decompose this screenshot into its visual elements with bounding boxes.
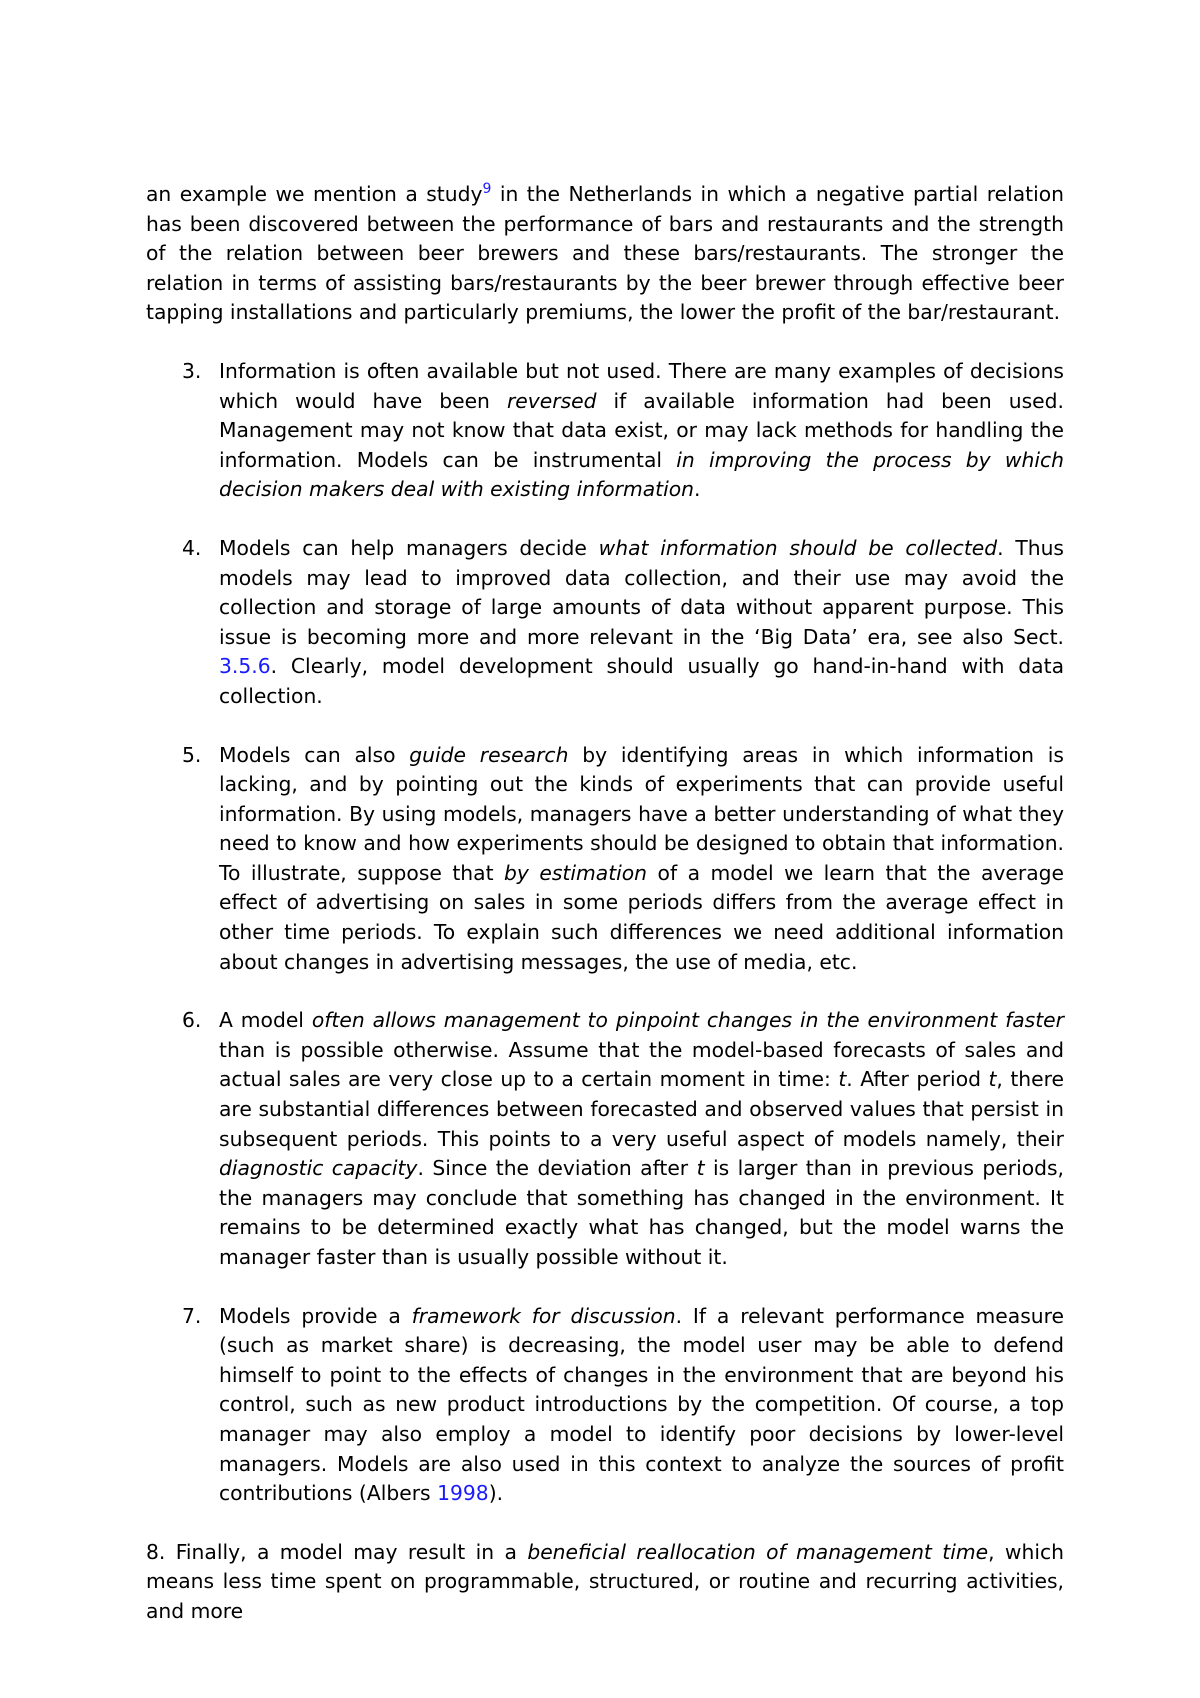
citation-link[interactable]: 1998: [437, 1481, 489, 1506]
item-text: Models can also guide research by identifying areas in which information is lacking, and by pointing out the kinds of experiments that can provide useful information. By using models, managers have a better understanding of what they need to know and how experiments should be designed to obtain that information. To illustrate, suppose that by estimation of a model we learn that the average effect of advertising on sales in some periods differs from the average effect in other time periods. To explain such differences we need additional information about changes in advertising messages, the use of media, etc.: [219, 742, 1065, 974]
final-paragraph: 8. Finally, a model may result in a beneficial reallocation of management time, which means less time spent on programmable, structured, or routine and recurring activities, and more: [146, 1539, 1065, 1623]
list-item-6: [146, 1006, 1064, 1272]
section-link[interactable]: 3.5.6: [219, 654, 271, 679]
list-item-7: [146, 1302, 1064, 1509]
item-number: 7.: [182, 1303, 202, 1328]
item-text: Information is often available but not used. There are many examples of decisions which would have been reversed if available information had been used. Management may not know that data exist, or may lack methods for handling the information. Models can be instrumental in improving the process by which decision makers deal with existing information.: [219, 358, 1064, 502]
item-number: 5.: [182, 742, 202, 767]
list-item-4: [146, 534, 1064, 712]
item-number: 6.: [182, 1008, 202, 1033]
document-page: [146, 180, 1064, 1627]
footnote-9[interactable]: 9: [482, 181, 492, 198]
item-number: 4.: [182, 535, 202, 560]
list-item-5: [146, 741, 1064, 978]
intro-text: an example we mention a study: [146, 182, 483, 206]
item-text: Models provide a framework for discussion. If a relevant performance measure (such as market share) is decreasing, the model user may be able to defend himself to point to the effects of changes in the environment that are beyond his control, such as new product introductions by the competition. Of course, a top manager may also employ a model to identify poor decisions by lower-level managers. Models are also used in this context to analyze the sources of profit contributions (Albers 1998).: [219, 1303, 1064, 1506]
item-text: Models can help managers decide what information should be collected. Thus models may lead to improved data collection, and their use may avoid the collection and storage of large amounts of data without apparent purpose. This issue is becoming more and more relevant in the ‘Big Data’ era, see also Sect. 3.5.6. Clearly, model development should usually go hand-in-hand with data collection.: [219, 535, 1064, 708]
intro-paragraph: [146, 180, 1064, 328]
item-text: A model often allows management to pinpoint changes in the environment faster than is possible otherwise. Assume that the model-based forecasts of sales and actual sales are very close up to a certain moment in time: t. After period t, there are substantial differences between forecasted and observed values that persist in subsequent periods. This points to a very useful aspect of models namely, their diagnostic capacity. Since the deviation after t is larger than in previous periods, the managers may conclude that something has changed in the environment. It remains to be determined exactly what has changed, but the model warns the manager faster than is usually possible without it.: [219, 1008, 1065, 1269]
item-number: 3.: [182, 358, 202, 383]
list-item-3: [146, 357, 1064, 505]
intro-text: in the Netherlands in which a negative partial relation has been discovered between the performance of bars and restaurants and the strength of the relation between beer brewers and these bars/restaurants. The stronger the relation in terms of assisting bars/restaurants by the beer brewer through effective beer tapping installations and particularly premiums, the lower the profit of the bar/restaurant.: [146, 182, 1064, 325]
numbered-list: [146, 357, 1064, 1509]
